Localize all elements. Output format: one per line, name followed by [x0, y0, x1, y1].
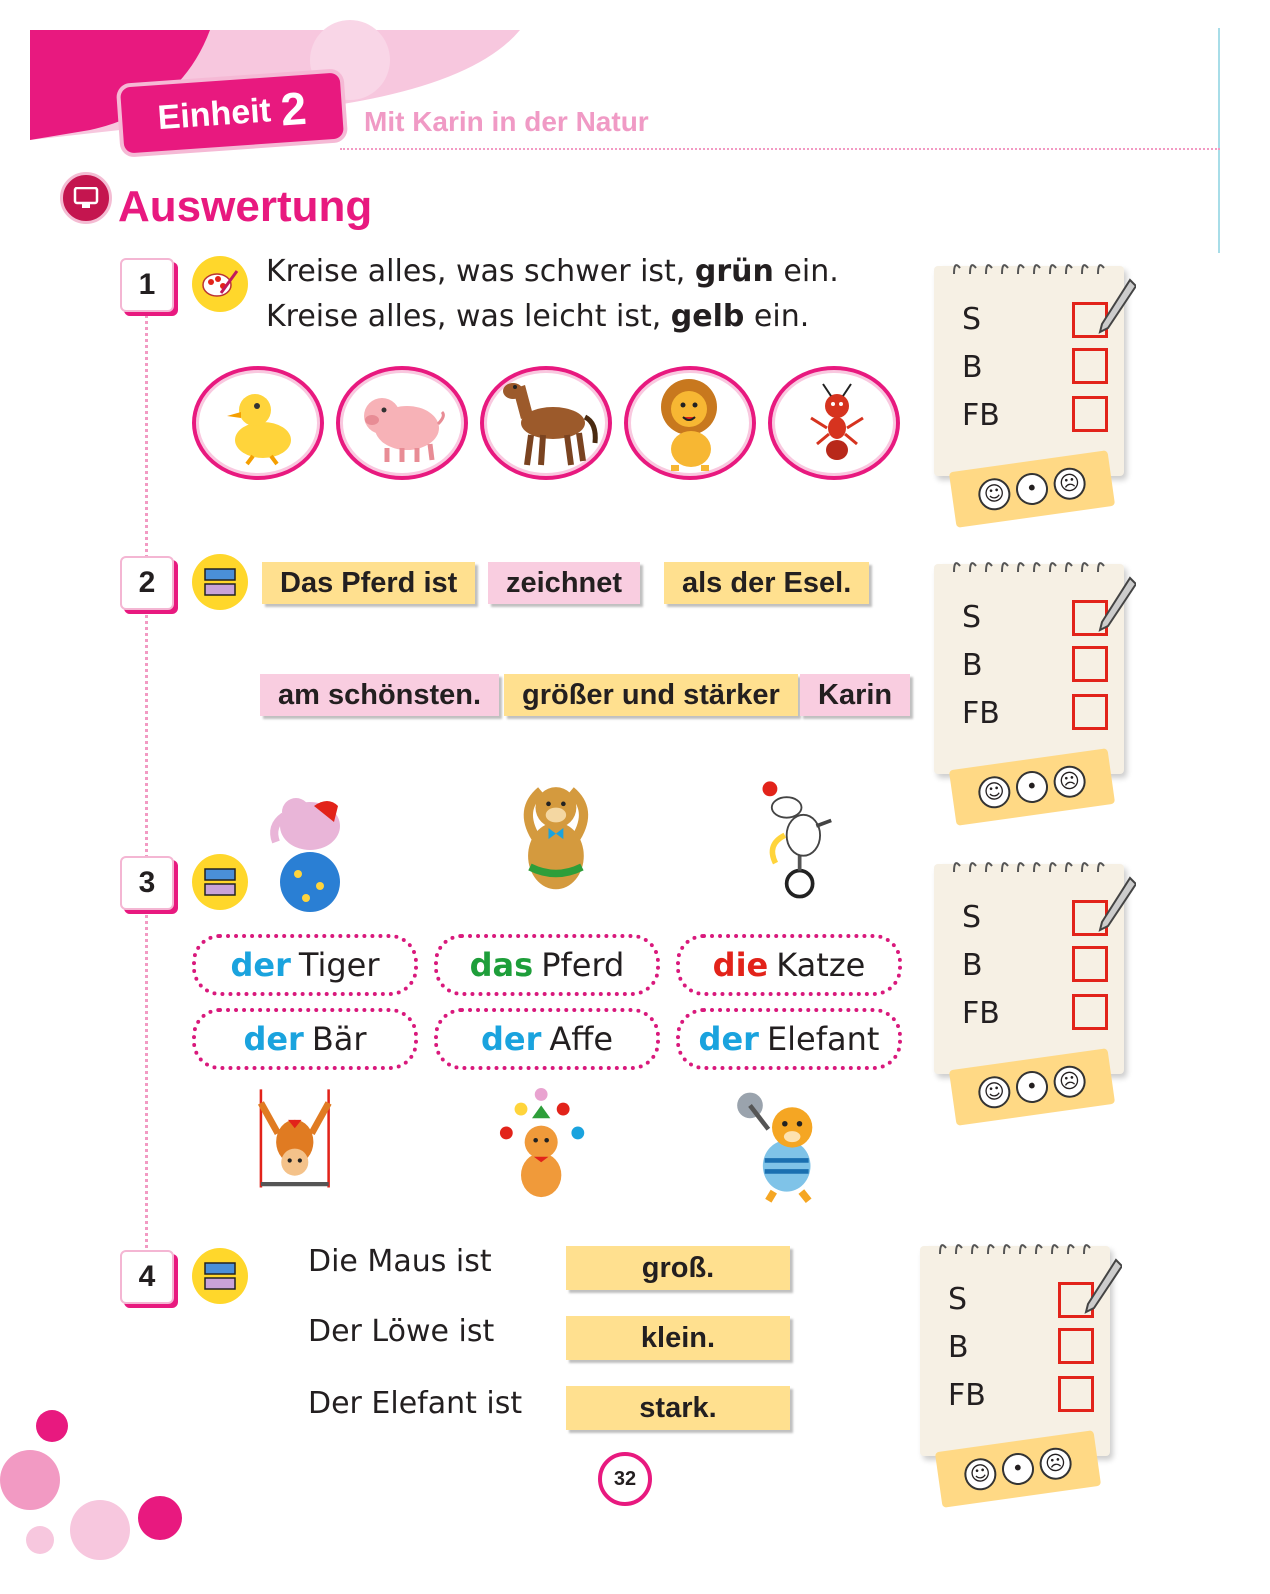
self-check-pad-1 [934, 256, 1134, 526]
pen-icon [1096, 874, 1136, 934]
pen-icon [1082, 1256, 1122, 1316]
lion-image [645, 373, 735, 473]
monkey-on-trapeze-image[interactable] [244, 1076, 354, 1206]
sentence-start: Der Elefant ist [308, 1386, 523, 1421]
happy-face-icon[interactable]: ☺ [976, 476, 1012, 512]
noun-pill[interactable] [192, 934, 418, 996]
article: der [230, 946, 291, 984]
juggling-cat-image[interactable] [488, 1078, 598, 1208]
checkbox-fb[interactable] [1072, 396, 1108, 432]
noun: Katze [776, 946, 866, 984]
word-card[interactable]: Das Pferd ist [262, 562, 475, 604]
answer-card[interactable]: stark. [566, 1386, 790, 1430]
unit-word: Einheit [156, 90, 273, 137]
noun-pill[interactable] [676, 1008, 902, 1070]
instruction-line-2: Kreise alles, was leicht ist, gelb ein. [266, 299, 810, 334]
sad-face-icon[interactable]: ☹ [1052, 466, 1088, 502]
happy-face-icon[interactable]: ☺ [962, 1456, 998, 1492]
noun: Elefant [766, 1020, 880, 1058]
neutral-face-icon[interactable]: • [1014, 1069, 1050, 1105]
noun: Tiger [298, 946, 380, 984]
answer-card[interactable]: klein. [566, 1316, 790, 1360]
unit-number: 2 [278, 81, 309, 136]
neutral-face-icon[interactable]: • [1000, 1451, 1036, 1487]
checkbox-b[interactable] [1072, 348, 1108, 384]
dancing-bear-image[interactable] [500, 776, 610, 906]
checkbox-b[interactable] [1072, 646, 1108, 682]
self-check-pad-4 [920, 1236, 1120, 1506]
lion-circle[interactable] [624, 366, 756, 480]
cards-icon [192, 554, 248, 610]
self-check-label-fb: FB [962, 696, 1000, 731]
header-dotted-rule [340, 148, 1220, 150]
self-check-pad-3 [934, 854, 1134, 1124]
noun: Affe [549, 1020, 613, 1058]
checkbox-fb[interactable] [1072, 994, 1108, 1030]
sentence-start: Die Maus ist [308, 1244, 492, 1279]
self-check-label-fb: FB [962, 996, 1000, 1031]
instruction-line-1: Kreise alles, was schwer ist, grün ein. [266, 254, 839, 289]
article: der [698, 1020, 759, 1058]
paint-palette-icon [192, 256, 248, 312]
article: die [712, 946, 769, 984]
exercise-number-4: 4 [120, 1250, 174, 1304]
self-check-label-s: S [948, 1282, 968, 1317]
word-card[interactable]: am schönsten. [260, 674, 499, 716]
unit-title: Mit Karin in der Natur [364, 106, 649, 137]
answer-card[interactable]: groß. [566, 1246, 790, 1290]
noun-pill[interactable] [434, 1008, 660, 1070]
ant-circle[interactable] [768, 366, 900, 480]
self-check-label-fb: FB [948, 1378, 986, 1413]
word-card[interactable]: zeichnet [488, 562, 640, 604]
duck-circle[interactable] [192, 366, 324, 480]
section-title: Auswertung [118, 182, 373, 231]
self-check-label-b: B [962, 948, 983, 983]
neutral-face-icon[interactable]: • [1014, 769, 1050, 805]
noun-pill[interactable] [434, 934, 660, 996]
horse-on-unicycle-image[interactable] [740, 774, 850, 904]
self-check-label-s: S [962, 302, 982, 337]
horse-image [491, 375, 601, 471]
self-check-label-b: B [962, 350, 983, 385]
word-card[interactable]: Karin [800, 674, 910, 716]
article: der [480, 1020, 542, 1058]
computer-icon [60, 172, 112, 224]
exercise-number-3: 3 [120, 856, 174, 910]
spiral-rings [948, 854, 1118, 876]
sentence-start: Der Löwe ist [308, 1314, 495, 1349]
elephant-on-ball-image[interactable] [254, 782, 364, 912]
word-card[interactable]: größer und stärker [504, 674, 798, 716]
exercise-number-2: 2 [120, 556, 174, 610]
spiral-rings [948, 256, 1118, 278]
page-number: 32 [598, 1452, 652, 1506]
cards-icon [192, 854, 248, 910]
sad-face-icon[interactable]: ☹ [1038, 1446, 1074, 1482]
checkbox-b[interactable] [1058, 1328, 1094, 1364]
self-check-label-s: S [962, 900, 982, 935]
article: das [469, 946, 534, 984]
self-check-label-b: B [962, 648, 983, 683]
noun-pill[interactable] [192, 1008, 418, 1070]
ant-image [789, 378, 879, 468]
noun-pill[interactable] [676, 934, 902, 996]
neutral-face-icon[interactable]: • [1014, 471, 1050, 507]
happy-face-icon[interactable]: ☺ [976, 1074, 1012, 1110]
word-card[interactable]: als der Esel. [664, 562, 869, 604]
duck-image [213, 378, 303, 468]
decorative-circles [0, 1400, 200, 1594]
checkbox-b[interactable] [1072, 946, 1108, 982]
self-check-label-fb: FB [962, 398, 1000, 433]
checkbox-fb[interactable] [1058, 1376, 1094, 1412]
pig-image [352, 378, 452, 468]
cards-icon [192, 1248, 248, 1304]
horse-circle[interactable] [480, 366, 612, 480]
pen-icon [1096, 276, 1136, 336]
exercise-number-1: 1 [120, 258, 174, 312]
spiral-rings [934, 1236, 1104, 1258]
checkbox-fb[interactable] [1072, 694, 1108, 730]
sad-face-icon[interactable]: ☹ [1052, 1064, 1088, 1100]
article: der [243, 1020, 304, 1058]
happy-face-icon[interactable]: ☺ [976, 774, 1012, 810]
self-check-pad-2 [934, 554, 1134, 824]
self-check-label-s: S [962, 600, 982, 635]
self-check-label-b: B [948, 1330, 969, 1365]
noun: Bär [311, 1020, 367, 1058]
noun: Pferd [541, 946, 625, 984]
spiral-rings [948, 554, 1118, 576]
pen-icon [1096, 574, 1136, 634]
right-edge-rule [1218, 28, 1220, 253]
tiger-weightlifter-image[interactable] [728, 1078, 838, 1208]
exercise-timeline [145, 310, 148, 1260]
sad-face-icon[interactable]: ☹ [1052, 764, 1088, 800]
pig-circle[interactable] [336, 366, 468, 480]
